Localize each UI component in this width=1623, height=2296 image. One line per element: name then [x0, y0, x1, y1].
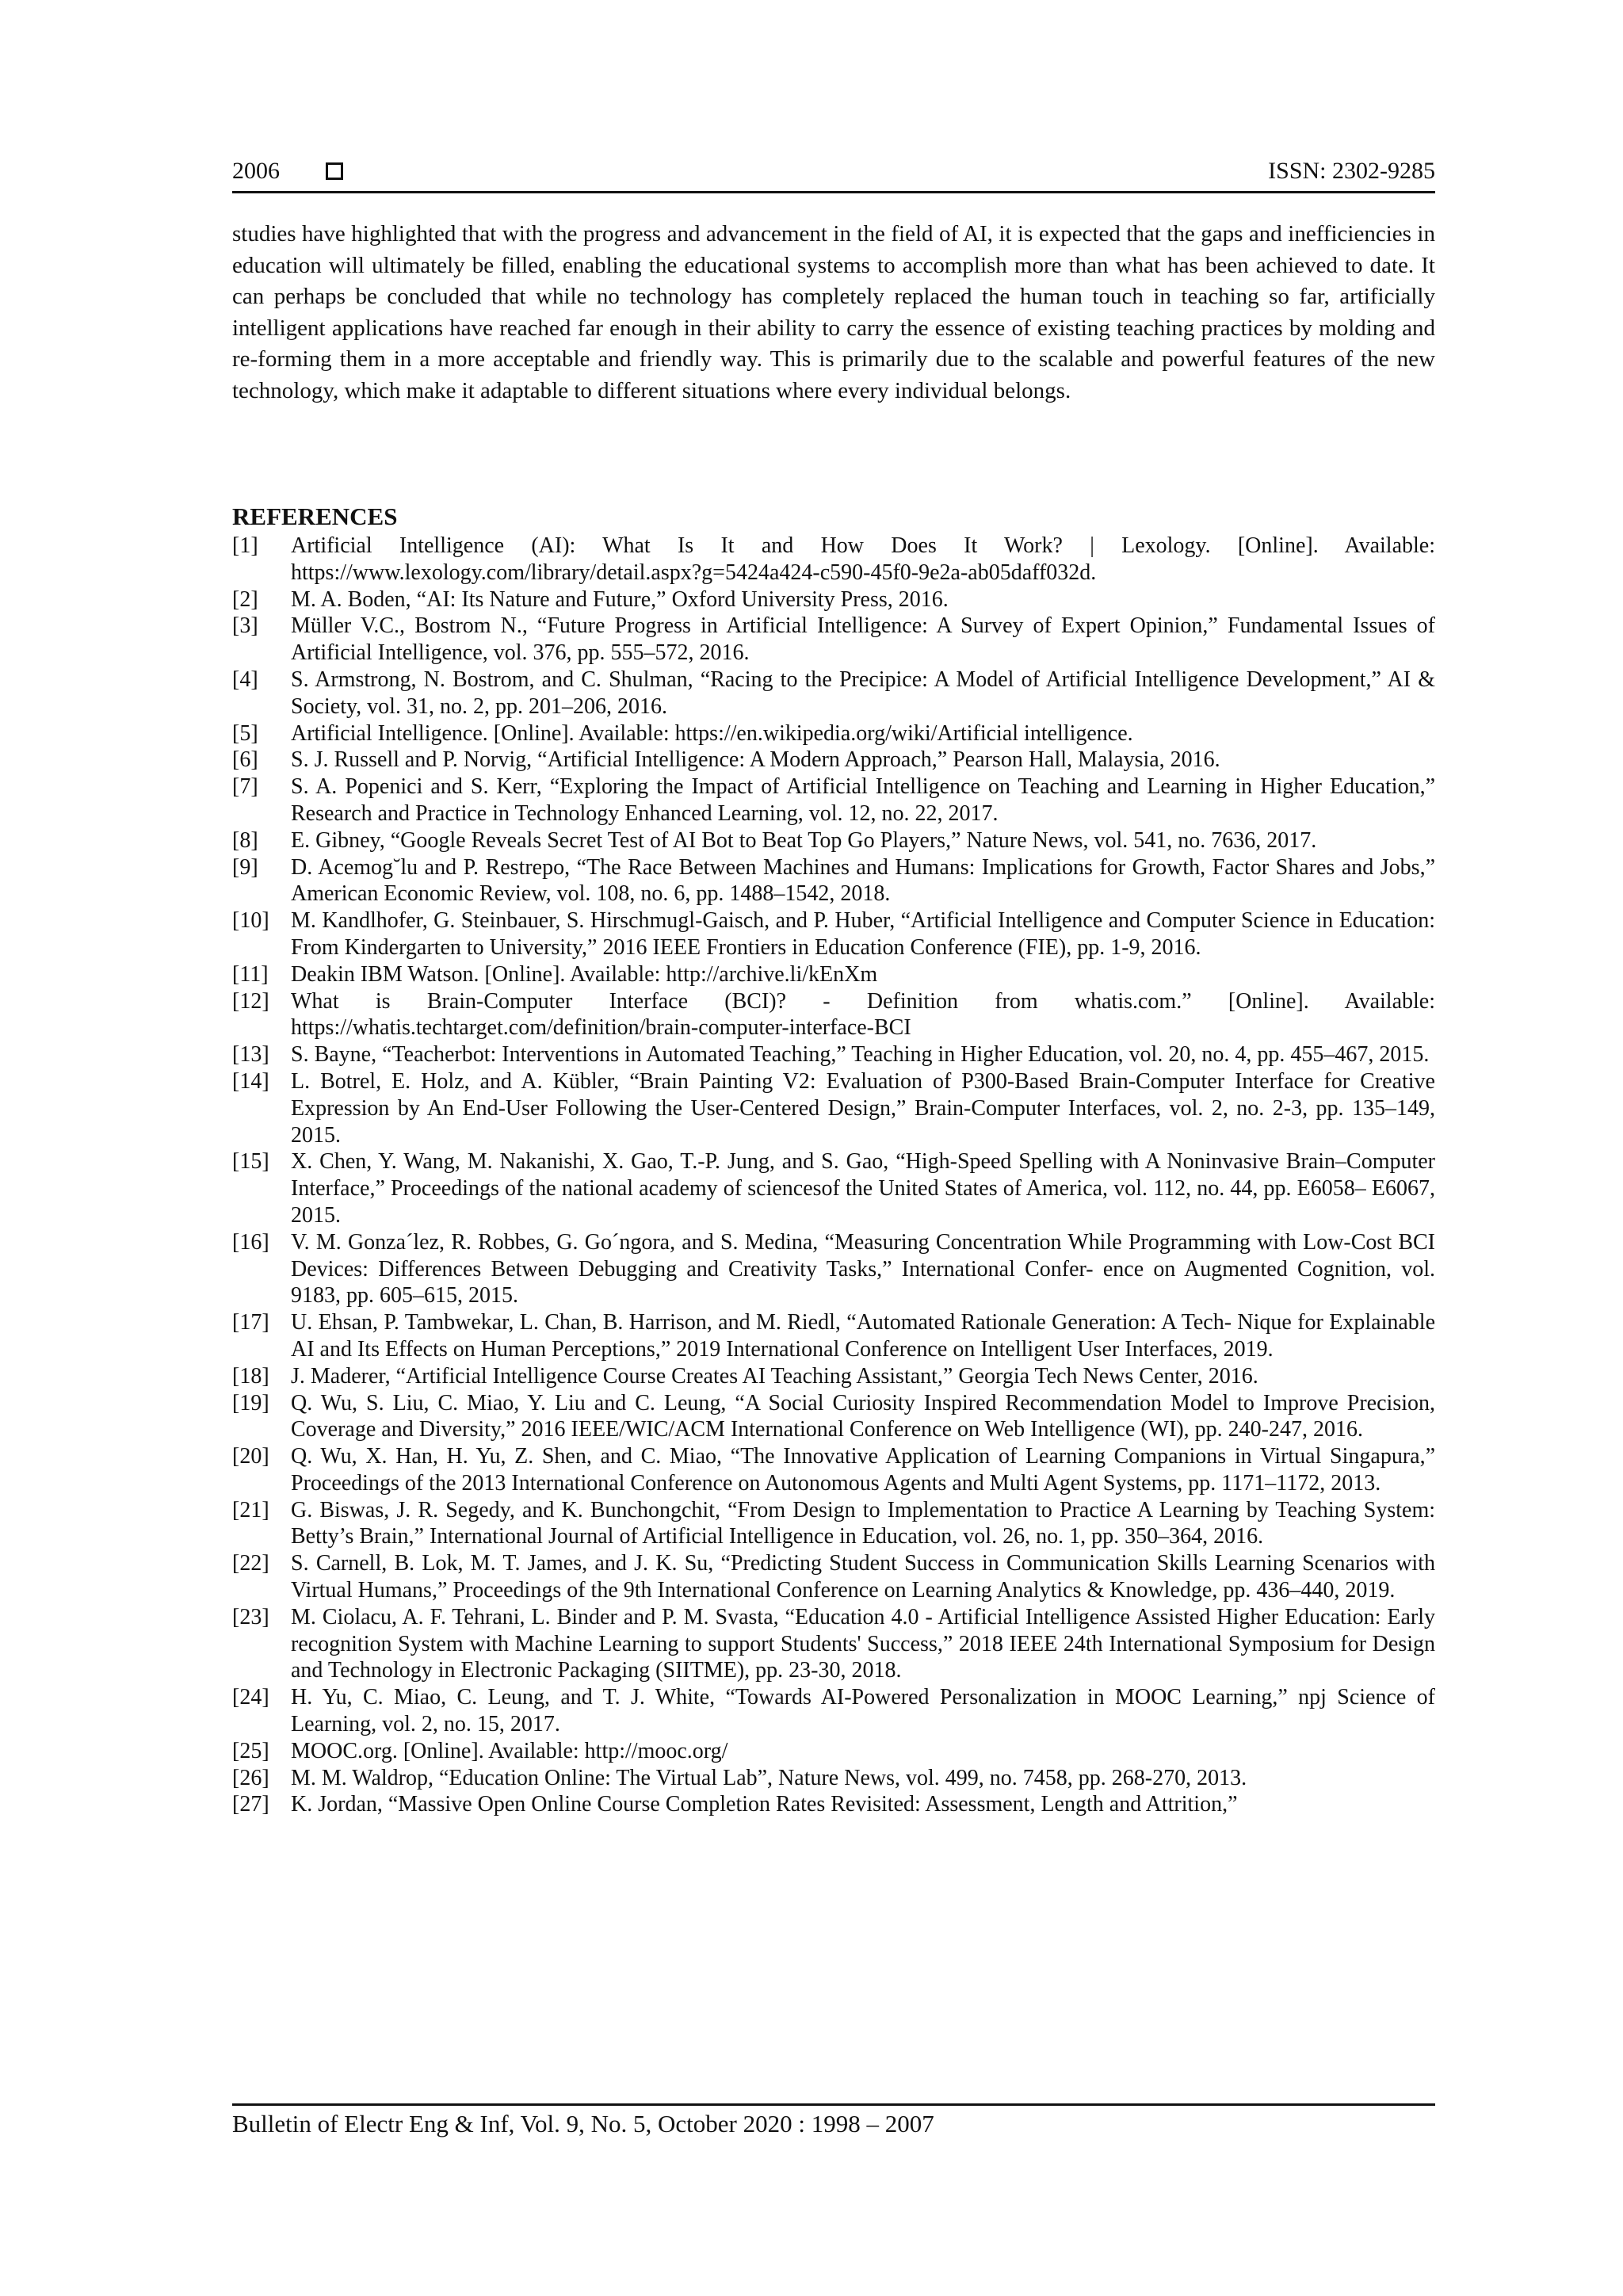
reference-number: [25] [232, 1738, 269, 1763]
reference-item [232, 1604, 1435, 1684]
reference-list [232, 533, 1435, 1818]
reference-text: Artificial Intelligence (AI): What Is It and How Does It Work? | Lexology. [Online]. Available: https://www.lexology.com/library/detail.aspx?g=5424a424-c590-45f0-9e2a-ab05daff032d. [291, 533, 1435, 585]
reference-number: [13] [232, 1042, 269, 1068]
reference-number: [16] [232, 1229, 269, 1255]
reference-item [232, 1148, 1435, 1228]
reference-item [232, 827, 1435, 854]
reference-text: S. J. Russell and P. Norvig, “Artificial Intelligence: A Modern Approach,” Pearson Hall, Malaysia, 2016. [291, 747, 1220, 773]
reference-text: G. Biswas, J. R. Segedy, and K. Bunchongchit, “From Design to Implementation to Practice A Learning by Teaching System: Betty’s Brain,” International Journal of Artificial Intelligence in Education, vol. 26, no. 1, pp. 350–364, 2016. [291, 1497, 1435, 1549]
reference-number: [18] [232, 1363, 269, 1389]
reference-text: U. Ehsan, P. Tambwekar, L. Chan, B. Harrison, and M. Riedl, “Automated Rationale Generation: A Tech- Nique for Explainable AI and Its Effects on Human Perceptions,” 2019 International Conference on Intelligent User Interfaces, 2019. [291, 1310, 1435, 1362]
reference-text: Müller V.C., Bostrom N., “Future Progress in Artificial Intelligence: A Survey of Expert Opinion,” Fundamental Issues of Artificial Intelligence, vol. 376, pp. 555–572, 2016. [291, 613, 1435, 666]
reference-item [232, 747, 1435, 774]
reference-text: S. A. Popenici and S. Kerr, “Exploring the Impact of Artificial Intelligence on Teaching and Learning in Higher Education,” Research and Practice in Technology Enhanced Learning, vol. 12, no. 22, 2017. [291, 774, 1435, 826]
issn-label: ISSN: 2302-9285 [1268, 158, 1435, 184]
reference-number: [12] [232, 988, 269, 1014]
reference-text: Q. Wu, S. Liu, C. Miao, Y. Liu and C. Leung, “A Social Curiosity Inspired Recommendation Model to Improve Precision, Coverage and Diversity,” 2016 IEEE/WIC/ACM International Conference on Web Intelligence (WI), pp. 240-247, 2016. [291, 1390, 1435, 1442]
reference-number: [20] [232, 1444, 269, 1469]
reference-item [232, 667, 1435, 720]
reference-text: MOOC.org. [Online]. Available: http://mooc.org/ [291, 1738, 728, 1763]
reference-item [232, 586, 1435, 613]
reference-text: Q. Wu, X. Han, H. Yu, Z. Shen, and C. Miao, “The Innovative Application of Learning Companions in Virtual Singapura,” Proceedings of the 2013 International Conference on Autonomous Agents and Multi Agent Systems, pp. 1171–1172, 2013. [291, 1444, 1435, 1496]
reference-item [232, 1229, 1435, 1309]
reference-item [232, 1443, 1435, 1497]
page-number: 2006 [232, 158, 280, 184]
reference-item [232, 1390, 1435, 1444]
reference-item [232, 533, 1435, 586]
reference-number: [19] [232, 1390, 269, 1415]
reference-item [232, 988, 1435, 1042]
reference-item [232, 1068, 1435, 1148]
page-footer: Bulletin of Electr Eng & Inf, Vol. 9, No. 5, October 2020 : 1998 – 2007 [232, 2110, 934, 2137]
reference-text: D. Acemog˘lu and P. Restrepo, “The Race Between Machines and Humans: Implications for Growth, Factor Shares and Jobs,” American Economic Review, vol. 108, no. 6, pp. 1488–1542, 2018. [291, 854, 1435, 907]
reference-text: Artificial Intelligence. [Online]. Available: https://en.wikipedia.org/wiki/Artificial intelligence. [291, 720, 1133, 746]
reference-text: M. Kandlhofer, G. Steinbauer, S. Hirschmugl-Gaisch, and P. Huber, “Artificial Intelligence and Computer Science in Education: From Kindergarten to University,” 2016 IEEE Frontiers in Education Conference (FIE), pp. 1-9, 2016. [291, 908, 1435, 960]
reference-number: [17] [232, 1310, 269, 1335]
reference-number: [3] [232, 613, 258, 639]
reference-number: [8] [232, 827, 258, 853]
reference-text: K. Jordan, “Massive Open Online Course Completion Rates Revisited: Assessment, Length and Attrition,” [291, 1792, 1238, 1817]
reference-text: S. Armstrong, N. Bostrom, and C. Shulman, “Racing to the Precipice: A Model of Artificial Intelligence Development,” AI & Society, vol. 31, no. 2, pp. 201–206, 2016. [291, 667, 1435, 719]
references-heading: REFERENCES [232, 502, 398, 530]
reference-text: L. Botrel, E. Holz, and A. Kübler, “Brain Painting V2: Evaluation of P300-Based Brain-Computer Interface for Creative Expression by An End-User Following the User-Centered Design,” Brain-Computer Interfaces, vol. 2, no. 2-3, pp. 135–149, 2015. [291, 1068, 1435, 1148]
page-header [232, 155, 1435, 193]
reference-number: [24] [232, 1685, 269, 1710]
reference-text: M. A. Boden, “AI: Its Nature and Future,” Oxford University Press, 2016. [291, 586, 949, 612]
reference-number: [21] [232, 1497, 269, 1522]
reference-item [232, 1497, 1435, 1551]
reference-item [232, 774, 1435, 827]
reference-text: J. Maderer, “Artificial Intelligence Course Creates AI Teaching Assistant,” Georgia Tech News Center, 2016. [291, 1363, 1258, 1389]
reference-item [232, 1791, 1435, 1818]
reference-item [232, 1765, 1435, 1792]
reference-text: M. Ciolacu, A. F. Tehrani, L. Binder and P. M. Svasta, “Education 4.0 - Artificial Intelligence Assisted Higher Education: Early recognition System with Machine Learning to support Students' Success,” 2018 IEEE 24th International Symposium for Design and Technology in Electronic Packaging (SIITME), pp. 23-30, 2018. [291, 1604, 1435, 1683]
reference-item [232, 907, 1435, 961]
square-bullet-icon [326, 162, 343, 180]
reference-number: [23] [232, 1604, 269, 1629]
footer-divider [232, 2103, 1435, 2106]
reference-item [232, 1684, 1435, 1738]
reference-number: [6] [232, 747, 258, 773]
reference-number: [11] [232, 961, 269, 987]
reference-number: [4] [232, 667, 258, 692]
reference-number: [14] [232, 1068, 269, 1094]
reference-number: [26] [232, 1765, 269, 1790]
reference-number: [5] [232, 720, 258, 746]
reference-item [232, 613, 1435, 667]
reference-text: S. Carnell, B. Lok, M. T. James, and J. K. Su, “Predicting Student Success in Communication Skills Learning Scenarios with Virtual Humans,” Proceedings of the 9th International Conference on Learning Analytics & Knowledge, pp. 436–440, 2019. [291, 1551, 1435, 1603]
reference-item [232, 720, 1435, 747]
reference-text: H. Yu, C. Miao, C. Leung, and T. J. White, “Towards AI-Powered Personalization in MOOC Learning,” npj Science of Learning, vol. 2, no. 15, 2017. [291, 1685, 1435, 1737]
reference-number: [2] [232, 586, 258, 612]
reference-text: E. Gibney, “Google Reveals Secret Test of AI Bot to Beat Top Go Players,” Nature News, vol. 541, no. 7636, 2017. [291, 827, 1317, 853]
reference-item [232, 854, 1435, 908]
reference-item [232, 1738, 1435, 1765]
reference-item [232, 1309, 1435, 1363]
reference-text: What is Brain-Computer Interface (BCI)? - Definition from whatis.com.” [Online]. Available: https://whatis.techtarget.com/definition/brain-computer-interface-BCI [291, 988, 1435, 1041]
reference-text: Deakin IBM Watson. [Online]. Available: http://archive.li/kEnXm [291, 961, 878, 987]
reference-text: M. M. Waldrop, “Education Online: The Virtual Lab”, Nature News, vol. 499, no. 7458, pp. 268-270, 2013. [291, 1765, 1247, 1790]
reference-text: S. Bayne, “Teacherbot: Interventions in Automated Teaching,” Teaching in Higher Education, vol. 20, no. 4, pp. 455–467, 2015. [291, 1042, 1430, 1068]
reference-item [232, 1041, 1435, 1068]
reference-number: [27] [232, 1792, 269, 1817]
body-paragraph: studies have highlighted that with the progress and advancement in the field of AI, it is expected that the gaps and inefficiencies in education will ultimately be filled, enabling the educational systems to accomplish more than what has been achieved to date. It can perhaps be concluded that while no technology has completely replaced the human touch in teaching so far, artificially intelligent applications have reached far enough in their ability to carry the essence of existing teaching practices by molding and re-forming them in a more acceptable and friendly way. This is primarily due to the scalable and powerful features of the new technology, which make it adaptable to different situations where every individual belongs. [232, 221, 1435, 403]
reference-number: [7] [232, 774, 258, 800]
header-divider [232, 191, 1435, 193]
reference-number: [10] [232, 908, 269, 934]
reference-number: [1] [232, 533, 258, 558]
reference-item [232, 1550, 1435, 1604]
reference-number: [9] [232, 854, 258, 880]
reference-text: X. Chen, Y. Wang, M. Nakanishi, X. Gao, T.-P. Jung, and S. Gao, “High-Speed Spelling with A Noninvasive Brain–Computer Interface,” Proceedings of the national academy of sciencesof the United States of America, vol. 112, no. 44, pp. E6058– E6067, 2015. [291, 1149, 1435, 1228]
reference-number: [15] [232, 1149, 269, 1175]
reference-number: [22] [232, 1551, 269, 1576]
reference-item [232, 1363, 1435, 1390]
reference-item [232, 961, 1435, 988]
reference-text: V. M. Gonza´lez, R. Robbes, G. Go´ngora, and S. Medina, “Measuring Concentration While Programming with Low-Cost BCI Devices: Differences Between Debugging and Creativity Tasks,” International Confer- ence on Augmented Cognition, vol. 9183, pp. 605–615, 2015. [291, 1229, 1435, 1308]
